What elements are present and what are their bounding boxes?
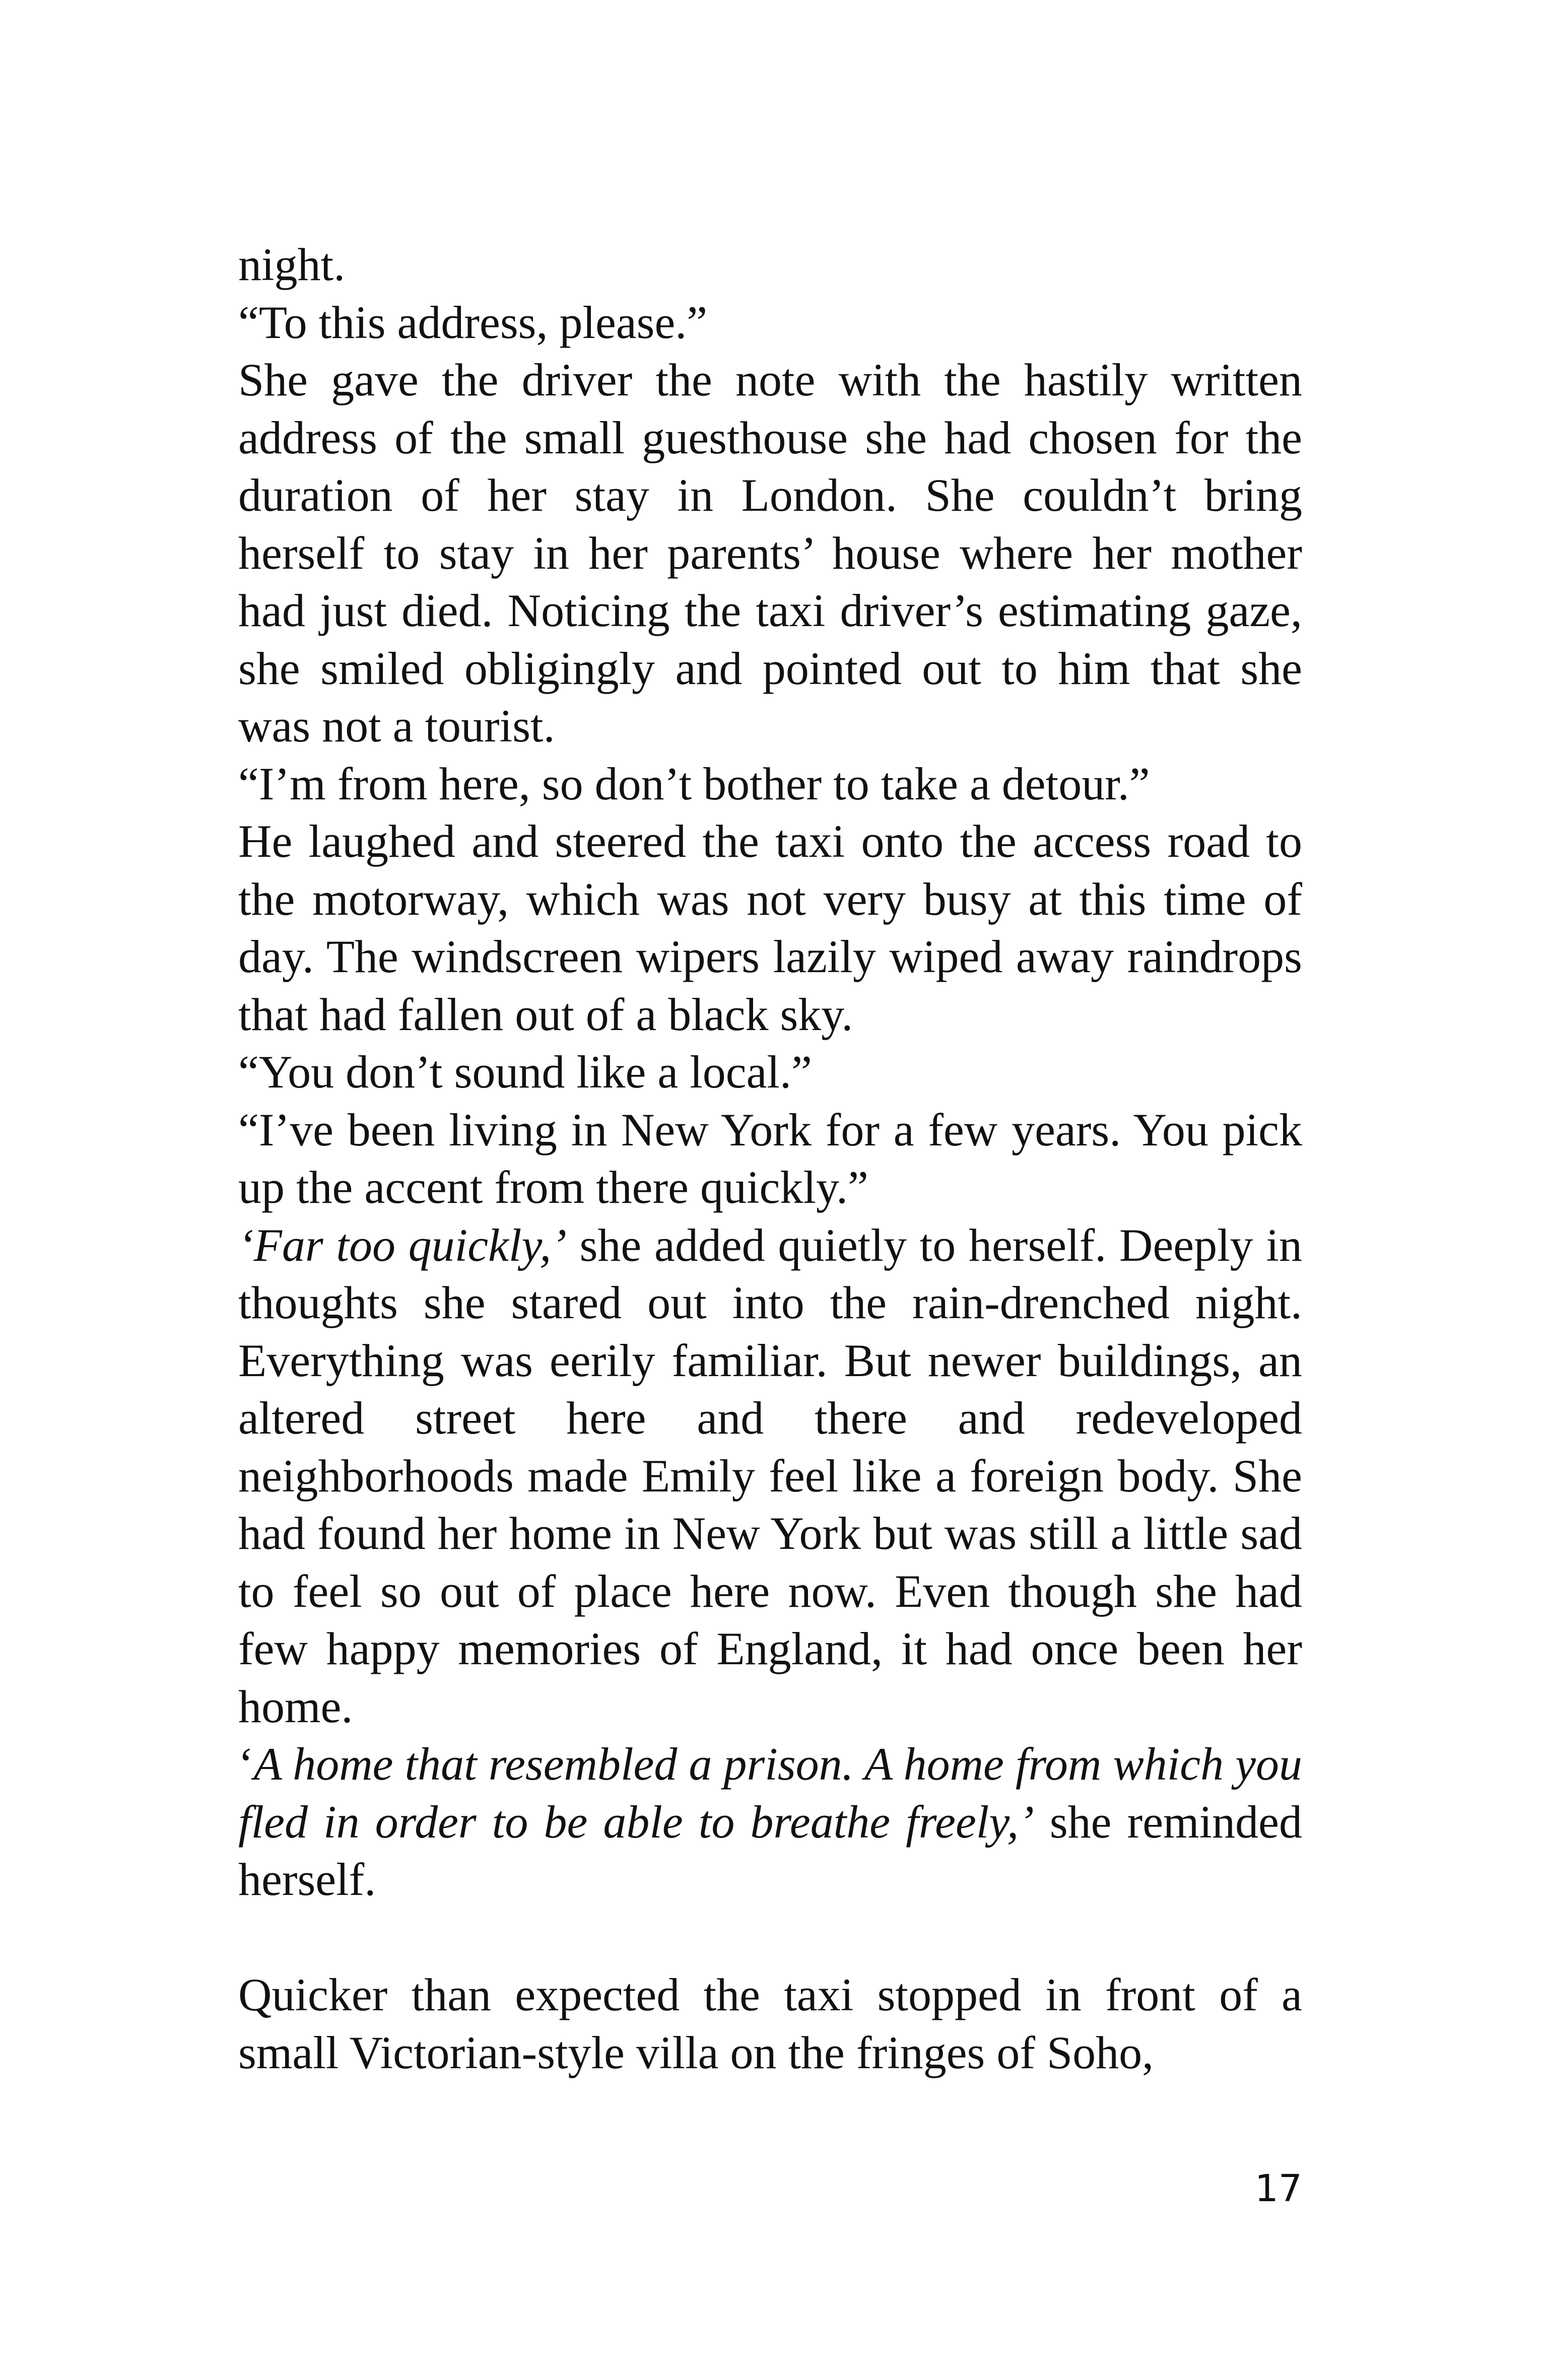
paragraph-motorway: He laughed and steered the taxi onto the access road to the motorway, which was not very busy at this time of day. The windscreen wipers lazily wiped away raindrops that had fallen out of a black sky. xyxy=(238,815,1302,1040)
paragraph-far-too-quickly xyxy=(238,1216,1302,1736)
paragraph-text: she reminded herself. xyxy=(238,1796,1302,1905)
paragraph-villa: Quicker than expected the taxi stopped in front of a small Victorian-style villa on the fringes of Soho, xyxy=(238,1969,1302,2078)
body-text xyxy=(238,236,1302,2081)
italic-thought: ‘Far too quickly,’ xyxy=(238,1219,567,1271)
page-number: 17 xyxy=(1254,2167,1302,2210)
dialogue-new-york: “I’ve been living in New York for a few years. You pick up the accent from there quickly.” xyxy=(238,1104,1302,1213)
paragraph-prison xyxy=(238,1735,1302,1909)
opening-quote: ‘ xyxy=(238,1738,254,1790)
italic-thought: A home that resembled a prison. A home from which you fled in order to be able to breathe freely,’ xyxy=(238,1738,1302,1848)
dialogue-from-here: “I’m from here, so don’t bother to take a detour.” xyxy=(238,758,1150,809)
paragraph-driver-note: She gave the driver the note with the hastily written address of the small guesthouse she had chosen for the duration of her stay in London. She couldn’t bring herself to stay in her parents’ house where her mother had just died. Noticing the taxi driver’s estimating gaze, she smiled obligingly and pointed out to him that she was not a tourist. xyxy=(238,354,1302,752)
paragraph-break xyxy=(238,1909,1302,1966)
dialogue-address: “To this address, please.” xyxy=(238,296,708,348)
paragraph-text: she added quietly to herself. Deeply in thoughts she stared out into the rain-drenched night. Everything was eerily familiar. But newer buildings, an altered street here and there and redeveloped neighborhoods made Emily feel like a foreign body. She had found her home in New York but was still a little sad to feel so out of place here now. Even though she had few happy memories of England, it had once been her home. xyxy=(238,1219,1302,1732)
dialogue-local: “You don’t sound like a local.” xyxy=(238,1046,812,1098)
paragraph-night: night. xyxy=(238,239,346,290)
